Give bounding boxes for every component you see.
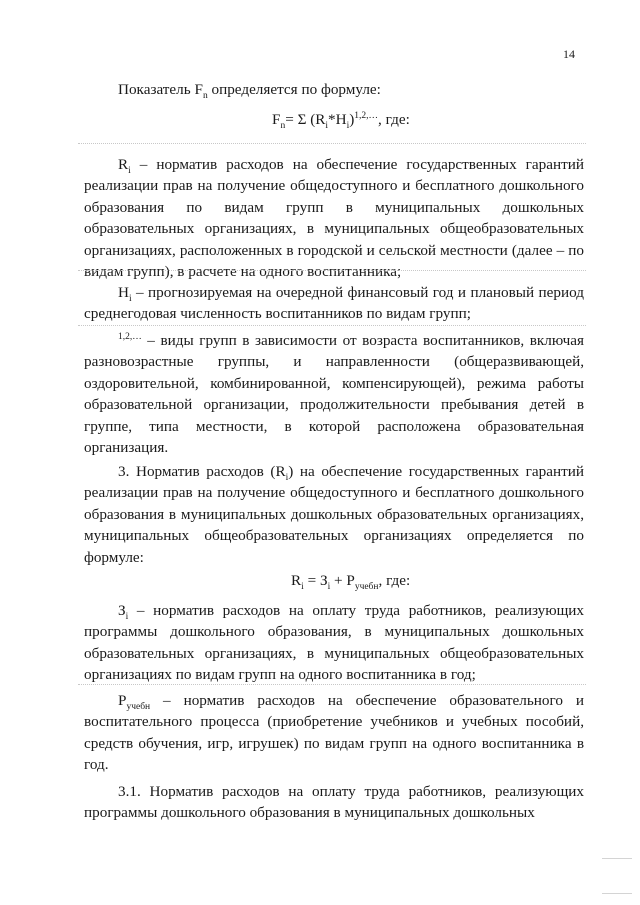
page-number: 14 xyxy=(563,47,575,61)
formula-fn: $F_n= \Sigma$ $(R_i*H_i)^{1,2,\dots}$, где: xyxy=(272,110,410,132)
definition-r: $R_i$ – норматив расходов на обеспечение государственных гарантий реализации прав на получение общедоступного и бесплатного дошкольного образования по видам групп в муниципальных дошкольных образовательных организациях, в муниципальных общеобразовательных организациях, расположенных в городской и сельской местности (далее – по видам групп), в расчете на одного воспитанника; xyxy=(84,156,584,281)
separator-line xyxy=(78,325,586,326)
formula-ri: $R_i = З_i + Р_{учебн}$, где: xyxy=(291,572,411,593)
definition-groups: $^{1,2,\dots}$ – виды групп в зависимости от возраста воспитанников, включая разновозрастные группы, и направленности (общеразвивающей, оздоровительной, комбинированной, компенсирующей), режима работы образовательной организации, продолжительности пребывания детей в группе, типа местности, в которой расположена образовательная организация. xyxy=(84,331,584,457)
separator-line xyxy=(78,684,586,685)
paragraph-3: 3. Норматив расходов $(R_i)$ на обеспечение государственных гарантий реализации прав на получение общедоступного и бесплатного дошкольного образования в муниципальных дошкольных образовательных организациях, муниципальных общеобразовательных организациях определяется по формуле: xyxy=(84,463,584,566)
scan-edge-mark xyxy=(602,858,632,859)
paragraph-3-1: 3.1. Норматив расходов на оплату труда работников, реализующих программы дошкольного образования в муниципальных дошкольных xyxy=(84,783,584,822)
separator-line xyxy=(78,143,586,144)
scan-edge-mark xyxy=(602,893,632,894)
definition-z: $З_i$ – норматив расходов на оплату труда работников, реализующих программы дошкольного образования, в муниципальных дошкольных образовательных организациях, в муниципальных общеобразовательных организациях по видам групп на одного воспитанника в год; xyxy=(84,602,584,684)
definition-p: $Р_{учебн}$ – норматив расходов на обеспечение образовательного и воспитательного процесса (приобретение учебников и учебных пособий, средств обучения, игр, игрушек) по видам групп на одного воспитанника в год. xyxy=(84,692,584,774)
intro-paragraph: Показатель $F_n$ определяется по формуле: xyxy=(118,81,381,102)
separator-line xyxy=(78,270,586,271)
definition-h: $H_i$ – прогнозируемая на очередной финансовый год и плановый период среднегодовая численность воспитанников по видам групп; xyxy=(84,284,584,323)
